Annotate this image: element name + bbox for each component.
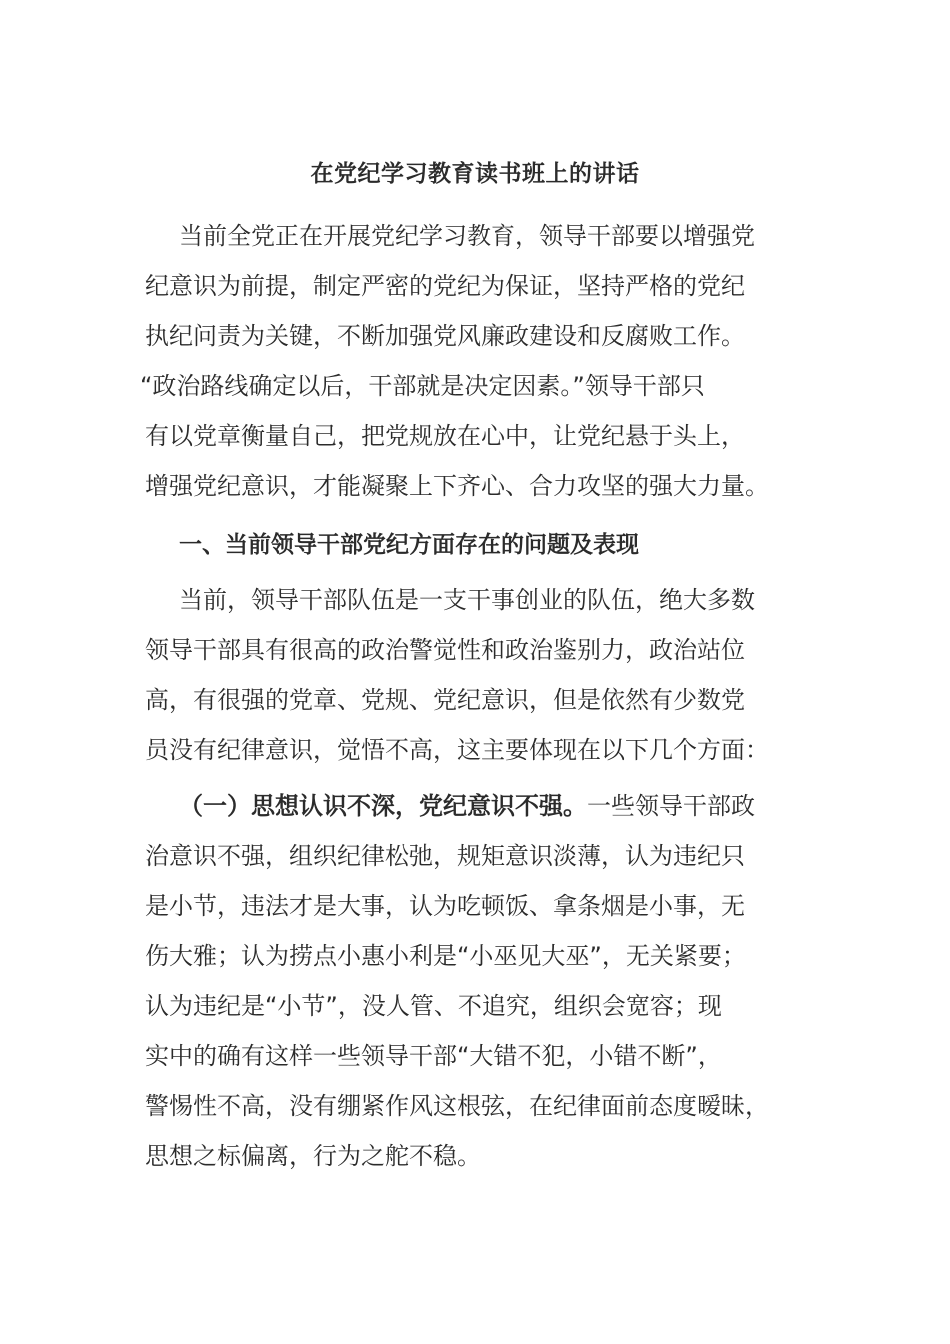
intro-line: 执纪问责为关键，不断加强党风廉政建设和反腐败工作。 xyxy=(145,322,745,350)
subsection-line: 警惕性不高，没有绷紧作风这根弦，在纪律面前态度暧昧， xyxy=(145,1092,769,1120)
subsection-heading: （一）思想认识不深，党纪意识不强。 xyxy=(179,792,587,820)
intro-line: 当前全党正在开展党纪学习教育，领导干部要以增强党 xyxy=(179,222,755,250)
section-paragraph-line: 员没有纪律意识，觉悟不高，这主要体现在以下几个方面： xyxy=(145,736,769,764)
subsection-line: 是小节，违法才是大事，认为吃顿饭、拿条烟是小事，无 xyxy=(145,892,745,920)
subsection-first-line xyxy=(145,788,859,824)
intro-line: 纪意识为前提，制定严密的党纪为保证，坚持严格的党纪 xyxy=(145,272,745,300)
subsection-line: 思想之标偏离，行为之舵不稳。 xyxy=(145,1142,481,1170)
subsection-text: 一些领导干部政 xyxy=(587,792,755,820)
intro-line: 有以党章衡量自己，把党规放在心中，让党纪悬于头上， xyxy=(145,422,745,450)
intro-line: 增强党纪意识，才能凝聚上下齐心、合力攻坚的强大力量。 xyxy=(145,472,769,500)
subsection-line: 实中的确有这样一些领导干部“大错不犯，小错不断”， xyxy=(145,1042,722,1070)
subsection-line: 治意识不强，组织纪律松弛，规矩意识淡薄，认为违纪只 xyxy=(145,842,745,870)
section-heading: 一、当前领导干部党纪方面存在的问题及表现 xyxy=(179,532,639,558)
section-paragraph-line: 领导干部具有很高的政治警觉性和政治鉴别力，政治站位 xyxy=(145,636,745,664)
section-paragraph-line: 当前，领导干部队伍是一支干事创业的队伍，绝大多数 xyxy=(179,586,755,614)
subsection-line: 伤大雅；认为捞点小惠小利是“小巫见大巫”，无关紧要； xyxy=(145,942,746,970)
intro-line: “政治路线确定以后，干部就是决定因素。”领导干部只 xyxy=(140,372,705,400)
subsection-line: 认为违纪是“小节”，没人管、不追究，组织会宽容；现 xyxy=(145,992,722,1020)
document-title: 在党纪学习教育读书班上的讲话 xyxy=(310,161,640,187)
section-paragraph-line: 高，有很强的党章、党规、党纪意识，但是依然有少数党 xyxy=(145,686,745,714)
